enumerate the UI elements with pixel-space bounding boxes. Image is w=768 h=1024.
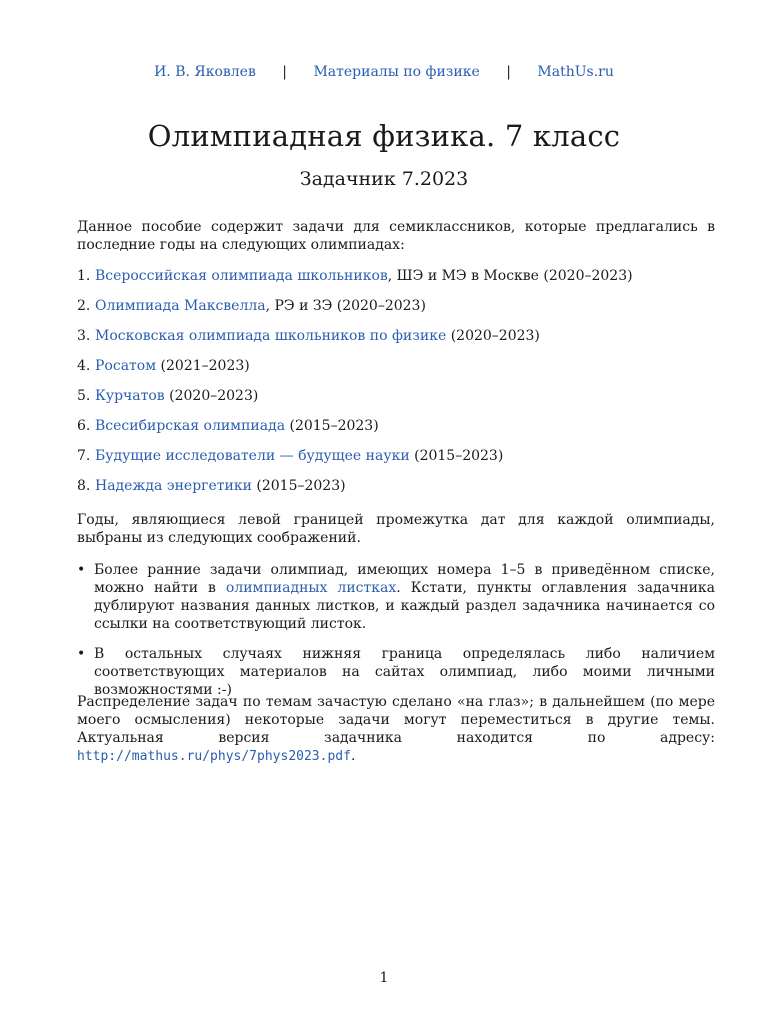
- pdf-url-link[interactable]: http://mathus.ru/phys/7phys2023.pdf: [77, 749, 351, 764]
- olympiad-link[interactable]: Всероссийская олимпиада школьников: [95, 268, 388, 284]
- list-item-text: (2020–2023): [164, 388, 259, 404]
- list-item: [77, 447, 715, 477]
- bullet-text: В остальных случаях нижняя граница определялась либо наличием соответствующих материалов на сайтах олимпиад, либо моими личными возможностями :-): [94, 646, 715, 698]
- years-text: Годы, являющиеся левой границей промежутка дат для каждой олимпиады, выбраны из следующих соображений.: [77, 512, 715, 546]
- final-paragraph: [77, 693, 715, 766]
- list-item-number: 6.: [77, 418, 91, 434]
- bullet-icon: •: [77, 646, 86, 662]
- years-paragraph: [77, 511, 715, 547]
- final-text-end: .: [350, 748, 356, 764]
- header-nav: [0, 62, 768, 82]
- final-text: Распределение задач по темам зачастую сделано «на глаз»; в дальнейшем (по мере моего осмысления) некоторые задачи могут переместиться в другие темы. Актуальная версия задачника находится по адресу:: [77, 694, 715, 746]
- list-item-text: , ШЭ и МЭ в Москве (2020–2023): [387, 268, 633, 284]
- list-item-number: 5.: [77, 388, 91, 404]
- list-item: [77, 477, 715, 507]
- list-item-text: (2015–2023): [409, 448, 504, 464]
- list-item-text: (2015–2023): [285, 418, 379, 434]
- header-separator: |: [282, 64, 287, 80]
- list-item-number: 2.: [77, 298, 91, 314]
- page-subtitle: Задачник 7.2023: [299, 168, 469, 190]
- list-item-number: 3.: [77, 328, 91, 344]
- list-item-number: 7.: [77, 448, 91, 464]
- bullet-text: Более ранние задачи олимпиад, имеющих номера 1–5 в приведённом списке, можно найти в: [94, 562, 715, 596]
- list-item: [77, 417, 715, 447]
- olympiad-link[interactable]: Московская олимпиада школьников по физике: [95, 328, 447, 344]
- list-item-text: (2015–2023): [251, 478, 346, 494]
- intro-text: Данное пособие содержит задачи для семиклассников, которые предлагались в последние годы на следующих олимпиадах:: [77, 219, 715, 253]
- list-item-number: 4.: [77, 358, 91, 374]
- author-link[interactable]: И. В. Яковлев: [154, 64, 256, 80]
- bullet-list: [77, 561, 715, 699]
- page-number: 1: [379, 970, 389, 986]
- materials-link[interactable]: Материалы по физике: [313, 64, 480, 80]
- list-item: [77, 267, 715, 297]
- bullet-item: [77, 561, 715, 633]
- list-item-text: (2020–2023): [446, 328, 540, 344]
- olympiad-link[interactable]: Будущие исследователи — будущее науки: [95, 448, 410, 464]
- list-item-number: 8.: [77, 478, 91, 494]
- header-separator: |: [506, 64, 511, 80]
- site-link[interactable]: MathUs.ru: [537, 64, 614, 80]
- list-item: [77, 357, 715, 387]
- bullet-item: [77, 645, 715, 699]
- list-item: [77, 327, 715, 357]
- olympiad-link[interactable]: Всесибирская олимпиада: [95, 418, 286, 434]
- page-title: Олимпиадная физика. 7 класс: [147, 119, 621, 153]
- list-item: [77, 297, 715, 327]
- olympiad-link[interactable]: Курчатов: [95, 388, 165, 404]
- olympiad-link[interactable]: Олимпиада Максвелла: [95, 298, 266, 314]
- intro-paragraph: [77, 218, 715, 254]
- olympiad-link[interactable]: Надежда энергетики: [95, 478, 252, 494]
- bullet-text: . Кстати, пункты оглавления задачника дублируют названия данных листков, и каждый раздел задачника начинается со ссылки на соответствующий листок.: [94, 580, 716, 632]
- list-item: [77, 387, 715, 417]
- list-item-text: , РЭ и ЗЭ (2020–2023): [265, 298, 426, 314]
- bullet-icon: •: [77, 562, 86, 578]
- list-item-number: 1.: [77, 268, 91, 284]
- olympiad-link[interactable]: Росатом: [95, 358, 157, 374]
- list-item-text: (2021–2023): [156, 358, 250, 374]
- olympiad-sheets-link[interactable]: олимпиадных листках: [225, 580, 397, 596]
- olympiad-list: [77, 267, 715, 507]
